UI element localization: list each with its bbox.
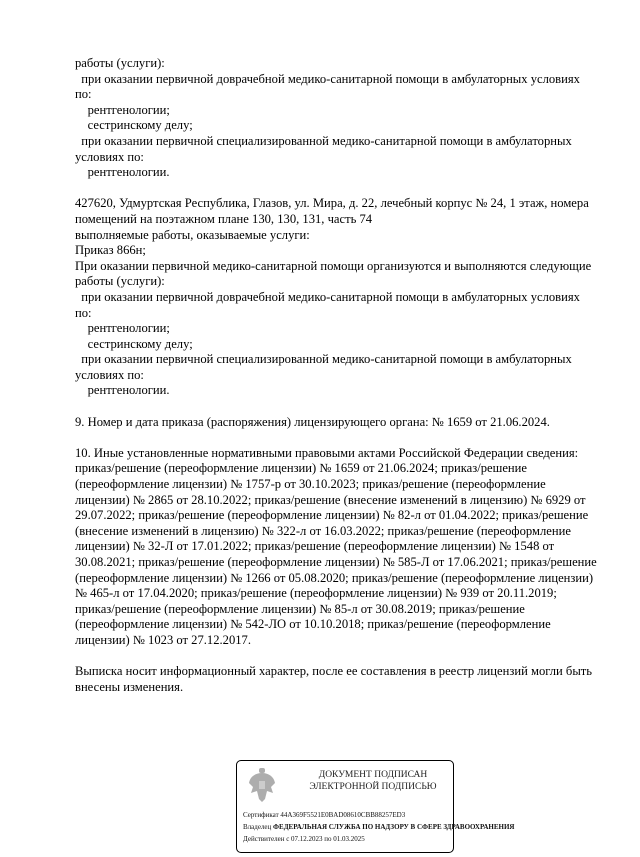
text-line: Приказ 866н; [75,243,146,258]
stamp-certificate [243,811,405,819]
stamp-validity: Действителен с 07.12.2023 по 01.03.2025 [243,835,365,843]
electronic-signature-stamp [236,760,515,853]
text-line: рентгенологии. [75,165,170,180]
text-line: лицензии) № 2865 от 28.10.2022; приказ/решение (внесение изменений в лицензию) № 6929 от [75,492,586,507]
text-line: работы (услуги): [75,56,165,70]
text-line: 30.08.2021; приказ/решение (переоформление лицензии) № 585-Л от 17.06.2021; приказ/решение [75,555,597,569]
text-line: лицензии) № 32-Л от 17.01.2022; приказ/решение (переоформление лицензии) № 1548 от [75,539,555,554]
blank-line [75,181,615,197]
text-line: (переоформление лицензии) № 1757-р от 30.10.2023; приказ/решение (переоформление [75,477,546,492]
text-line: 427620, Удмуртская Республика, Глазов, ул. Мира, д. 22, лечебный корпус № 24, 1 этаж, номера [75,196,589,211]
text-line: сестринскому делу; [75,336,193,351]
text-line: по: [75,87,92,102]
text-line: выполняемые работы, оказываемые услуги: [75,227,310,242]
cert-label: Сертификат [243,811,279,819]
text-line: помещений на поэтажном плане 130, 130, 131, часть 74 [75,211,373,226]
text-line: сестринскому делу; [75,118,193,133]
coat-of-arms-icon [247,767,277,803]
text-line: 9. Номер и дата приказа (распоряжения) лицензирующего органа: № 1659 от 21.06.2024. [75,414,550,429]
text-line: (внесение изменений в лицензию) № 322-л от 16.03.2022; приказ/решение (переоформление [75,523,571,538]
text-line: (переоформление лицензии) № 542-ЛО от 10.10.2018; приказ/решение (переоформление [75,617,551,632]
text-line: при оказании первичной специализированной медико-санитарной помощи в амбулаторных [75,352,572,367]
owner-label: Владелец [243,823,272,831]
text-line: по: [75,305,92,320]
text-line: приказ/решение (переоформление лицензии) № 1659 от 21.06.2024; приказ/решение [75,461,527,476]
text-line: работы (услуги): [75,274,165,289]
text-line: Выписка носит информационный характер, после ее составления в реестр лицензий могли быть [75,664,593,679]
blank-line [75,649,615,665]
stamp-owner [243,823,514,831]
text-line: при оказании первичной специализированной медико-санитарной помощи в амбулаторных [75,133,572,148]
text-line: условиях по: [75,149,144,164]
document-body [75,56,615,695]
text-line: рентгенологии; [75,102,170,117]
text-line: 10. Иные установленные нормативными правовыми актами Российской Федерации сведения: [75,445,579,460]
text-line: 29.07.2022; приказ/решение (переоформление лицензии) № 82-л от 01.04.2022; приказ/решение [75,508,589,523]
stamp-title-line-2: ЭЛЕКТРОННОЙ ПОДПИСЬЮ [309,782,437,792]
text-line: № 465-л от 17.04.2020; приказ/решение (переоформление лицензии) № 939 от 20.11.2019; [75,586,557,601]
text-line: лицензии) № 1023 от 27.12.2017. [75,632,251,647]
text-line: при оказании первичной доврачебной медико-санитарной помощи в амбулаторных условиях [75,71,580,86]
owner-value: ФЕДЕРАЛЬНАЯ СЛУЖБА ПО НАДЗОРУ В СФЕРЕ ЗДРАВООХРАНЕНИЯ [273,823,515,831]
text-line: рентгенологии. [75,383,170,398]
text-line: приказ/решение (переоформление лицензии) № 85-л от 30.08.2019; приказ/решение [75,601,525,616]
blank-line [75,399,615,415]
cert-value: 44A369F5521E0BAD08610CBB88257ED3 [280,811,406,819]
stamp-title-line-1: ДОКУМЕНТ ПОДПИСАН [318,770,428,780]
text-line: (переоформление лицензии) № 1266 от 05.08.2020; приказ/решение (переоформление лицензии) [75,570,594,585]
text-line: внесены изменения. [75,679,184,694]
text-line: условиях по: [75,367,144,382]
text-line: При оказании первичной медико-санитарной помощи организуются и выполняются следующие [75,258,592,273]
text-line: при оказании первичной доврачебной медико-санитарной помощи в амбулаторных условиях [75,289,580,304]
text-line: рентгенологии; [75,321,170,336]
blank-line [75,430,615,446]
